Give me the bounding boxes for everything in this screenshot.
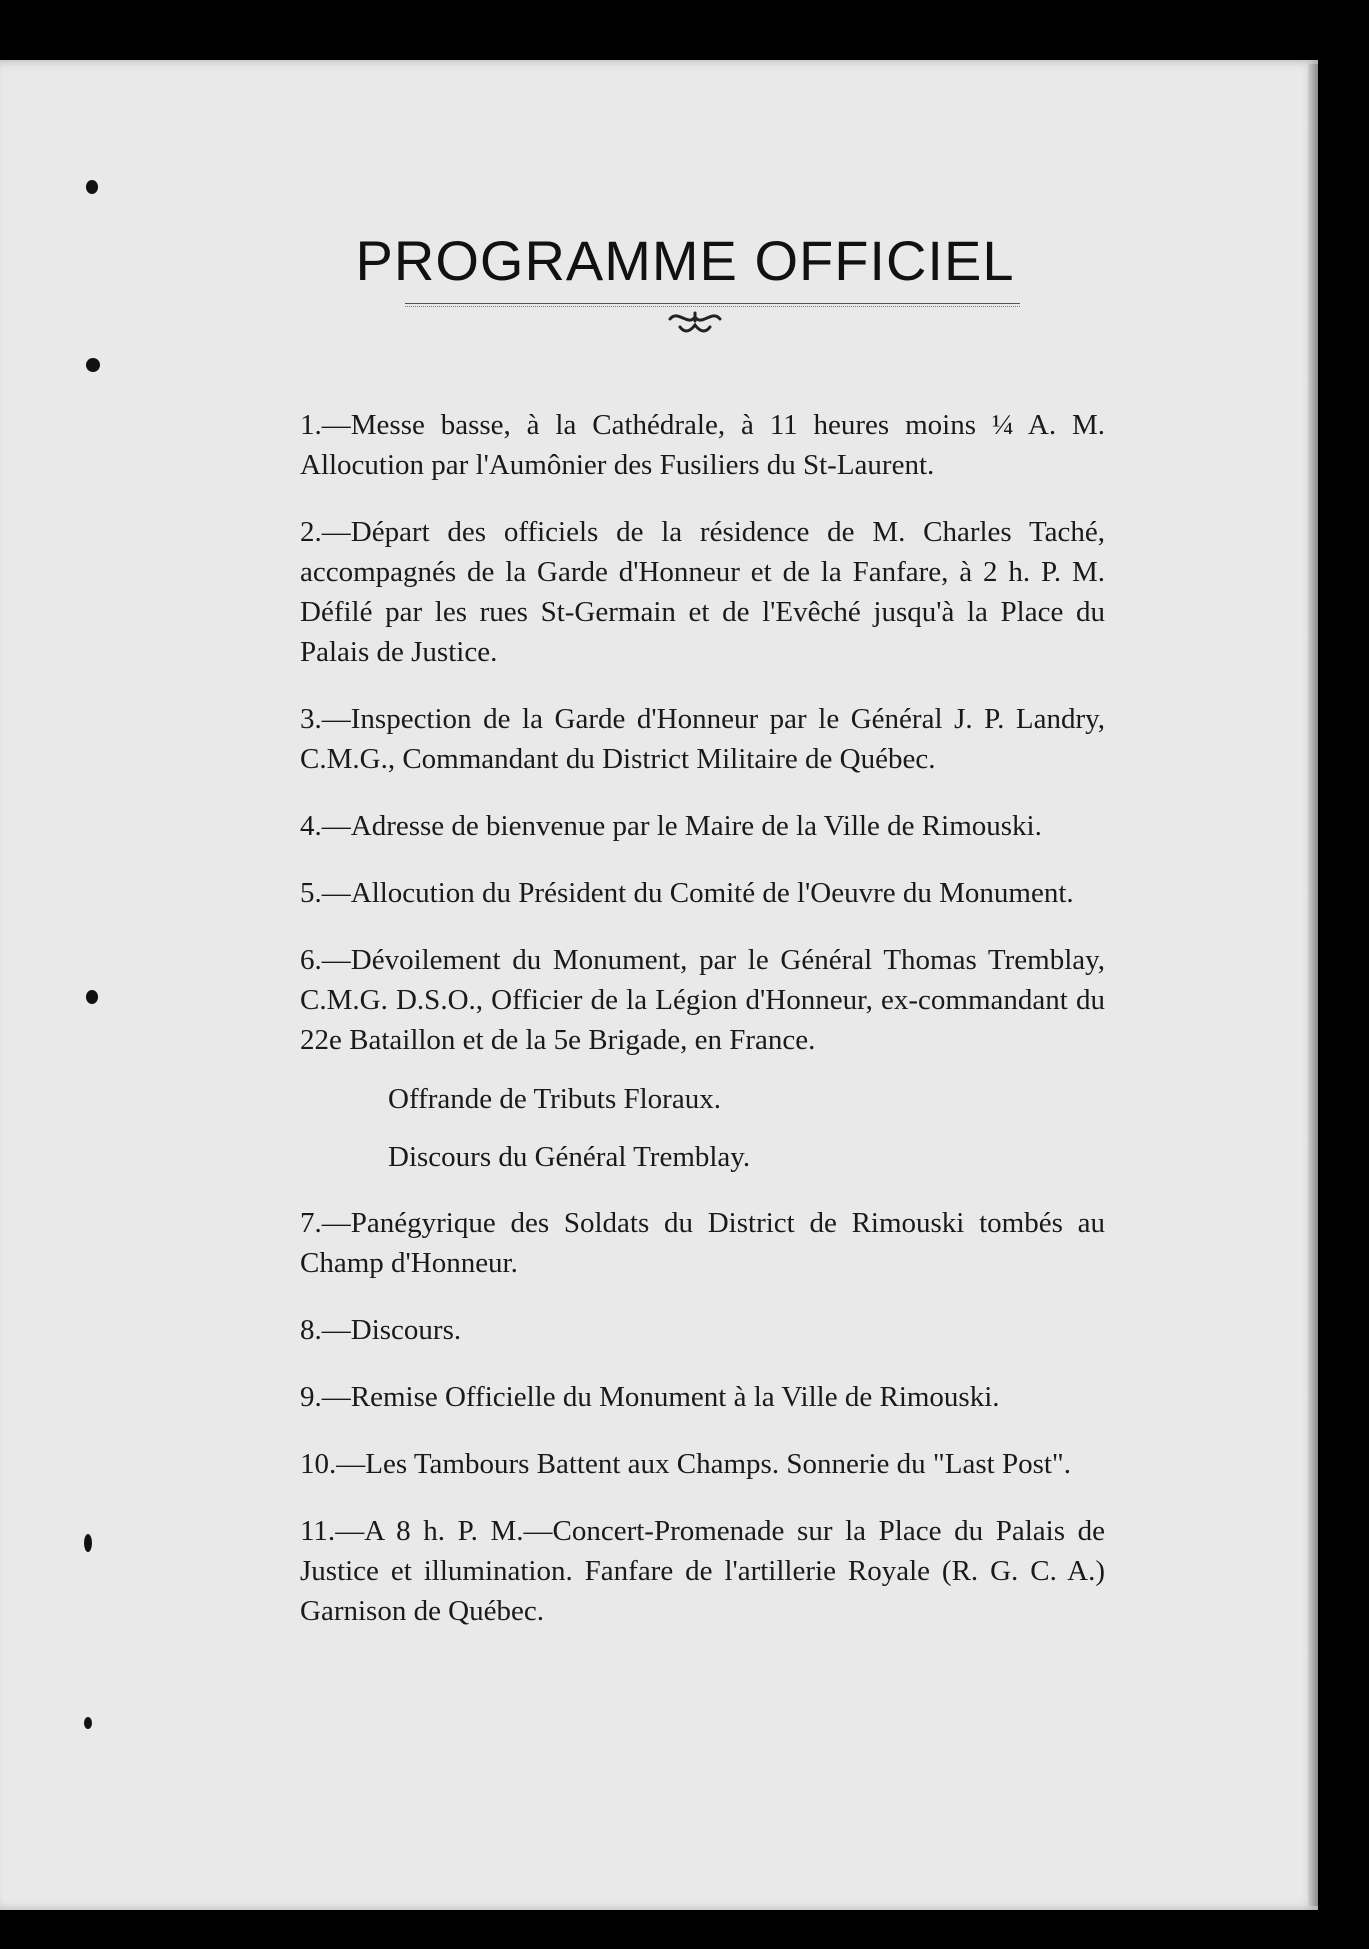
item-text: —Les Tambours Battent aux Champs. Sonnerie du "Last Post". [336, 1448, 1072, 1480]
item-text: —Dévoilement du Monument, par le Général Thomas Tremblay, C.M.G. D.S.O., Officier de la Légion d'Honneur, ex-commandant du 22e Bataillon et de la 5e Brigade, en France. [300, 944, 1105, 1056]
programme-list [300, 405, 1105, 1658]
item-text: —Départ des officiels de la résidence de M. Charles Taché, accompagnés de la Garde d'Honneur et de la Fanfare, à 2 h. P. M. Défilé par les rues St-Germain et de l'Evêché jusqu'à la Place du Palais de Justice. [300, 516, 1105, 668]
programme-item [300, 873, 1105, 913]
item-text: —Inspection de la Garde d'Honneur par le Général J. P. Landry, C.M.G., Commandant du District Militaire de Québec. [300, 703, 1105, 775]
item-text: —Remise Officielle du Monument à la Ville de Rimouski. [321, 1381, 1000, 1413]
item-number: 9. [300, 1381, 322, 1413]
item-text: —Adresse de bienvenue par le Maire de la Ville de Rimouski. [321, 810, 1042, 842]
item-number: 8. [300, 1314, 322, 1346]
binding-hole [84, 1534, 92, 1552]
item-number: 6. [300, 944, 322, 976]
item-text: —Discours. [321, 1314, 462, 1346]
item-number: 7. [300, 1207, 322, 1239]
item-text: —Panégyrique des Soldats du District de Rimouski tombés au Champ d'Honneur. [300, 1207, 1105, 1279]
programme-item [300, 1079, 1105, 1119]
programme-item [300, 1203, 1105, 1283]
programme-item [300, 806, 1105, 846]
programme-item [300, 405, 1105, 485]
item-number: 2. [300, 516, 322, 548]
programme-item [300, 699, 1105, 779]
item-number: 1. [300, 409, 322, 441]
item-number: 5. [300, 877, 322, 909]
ornament-icon [640, 305, 750, 341]
page-edge [1308, 64, 1318, 1906]
item-number: 10. [300, 1448, 337, 1480]
programme-item [300, 1511, 1105, 1631]
programme-item [300, 1444, 1105, 1484]
programme-item [300, 512, 1105, 672]
item-text: —A 8 h. P. M.—Concert-Promenade sur la Place du Palais de Justice et illumination. Fanfare de l'artillerie Royale (R. G. C. A.) Garnison de Québec. [300, 1515, 1105, 1627]
item-text: —Allocution du Président du Comité de l'Oeuvre du Monument. [321, 877, 1074, 909]
binding-hole [86, 990, 98, 1004]
binding-hole [86, 180, 98, 194]
programme-item [300, 1310, 1105, 1350]
item-text: Offrande de Tributs Floraux. [388, 1083, 721, 1115]
binding-hole [86, 358, 100, 372]
item-text: Discours du Général Tremblay. [388, 1141, 751, 1173]
item-number: 3. [300, 703, 322, 735]
programme-item [300, 1377, 1105, 1417]
binding-hole [84, 1717, 92, 1729]
item-number: 4. [300, 810, 322, 842]
programme-item [300, 940, 1105, 1060]
item-text: —Messe basse, à la Cathédrale, à 11 heures moins ¼ A. M. Allocution par l'Aumônier des Fusiliers du St-Laurent. [300, 409, 1105, 481]
item-number: 11. [300, 1515, 336, 1547]
page-title: PROGRAMME OFFICIEL [355, 229, 1015, 292]
programme-item [300, 1137, 1105, 1177]
